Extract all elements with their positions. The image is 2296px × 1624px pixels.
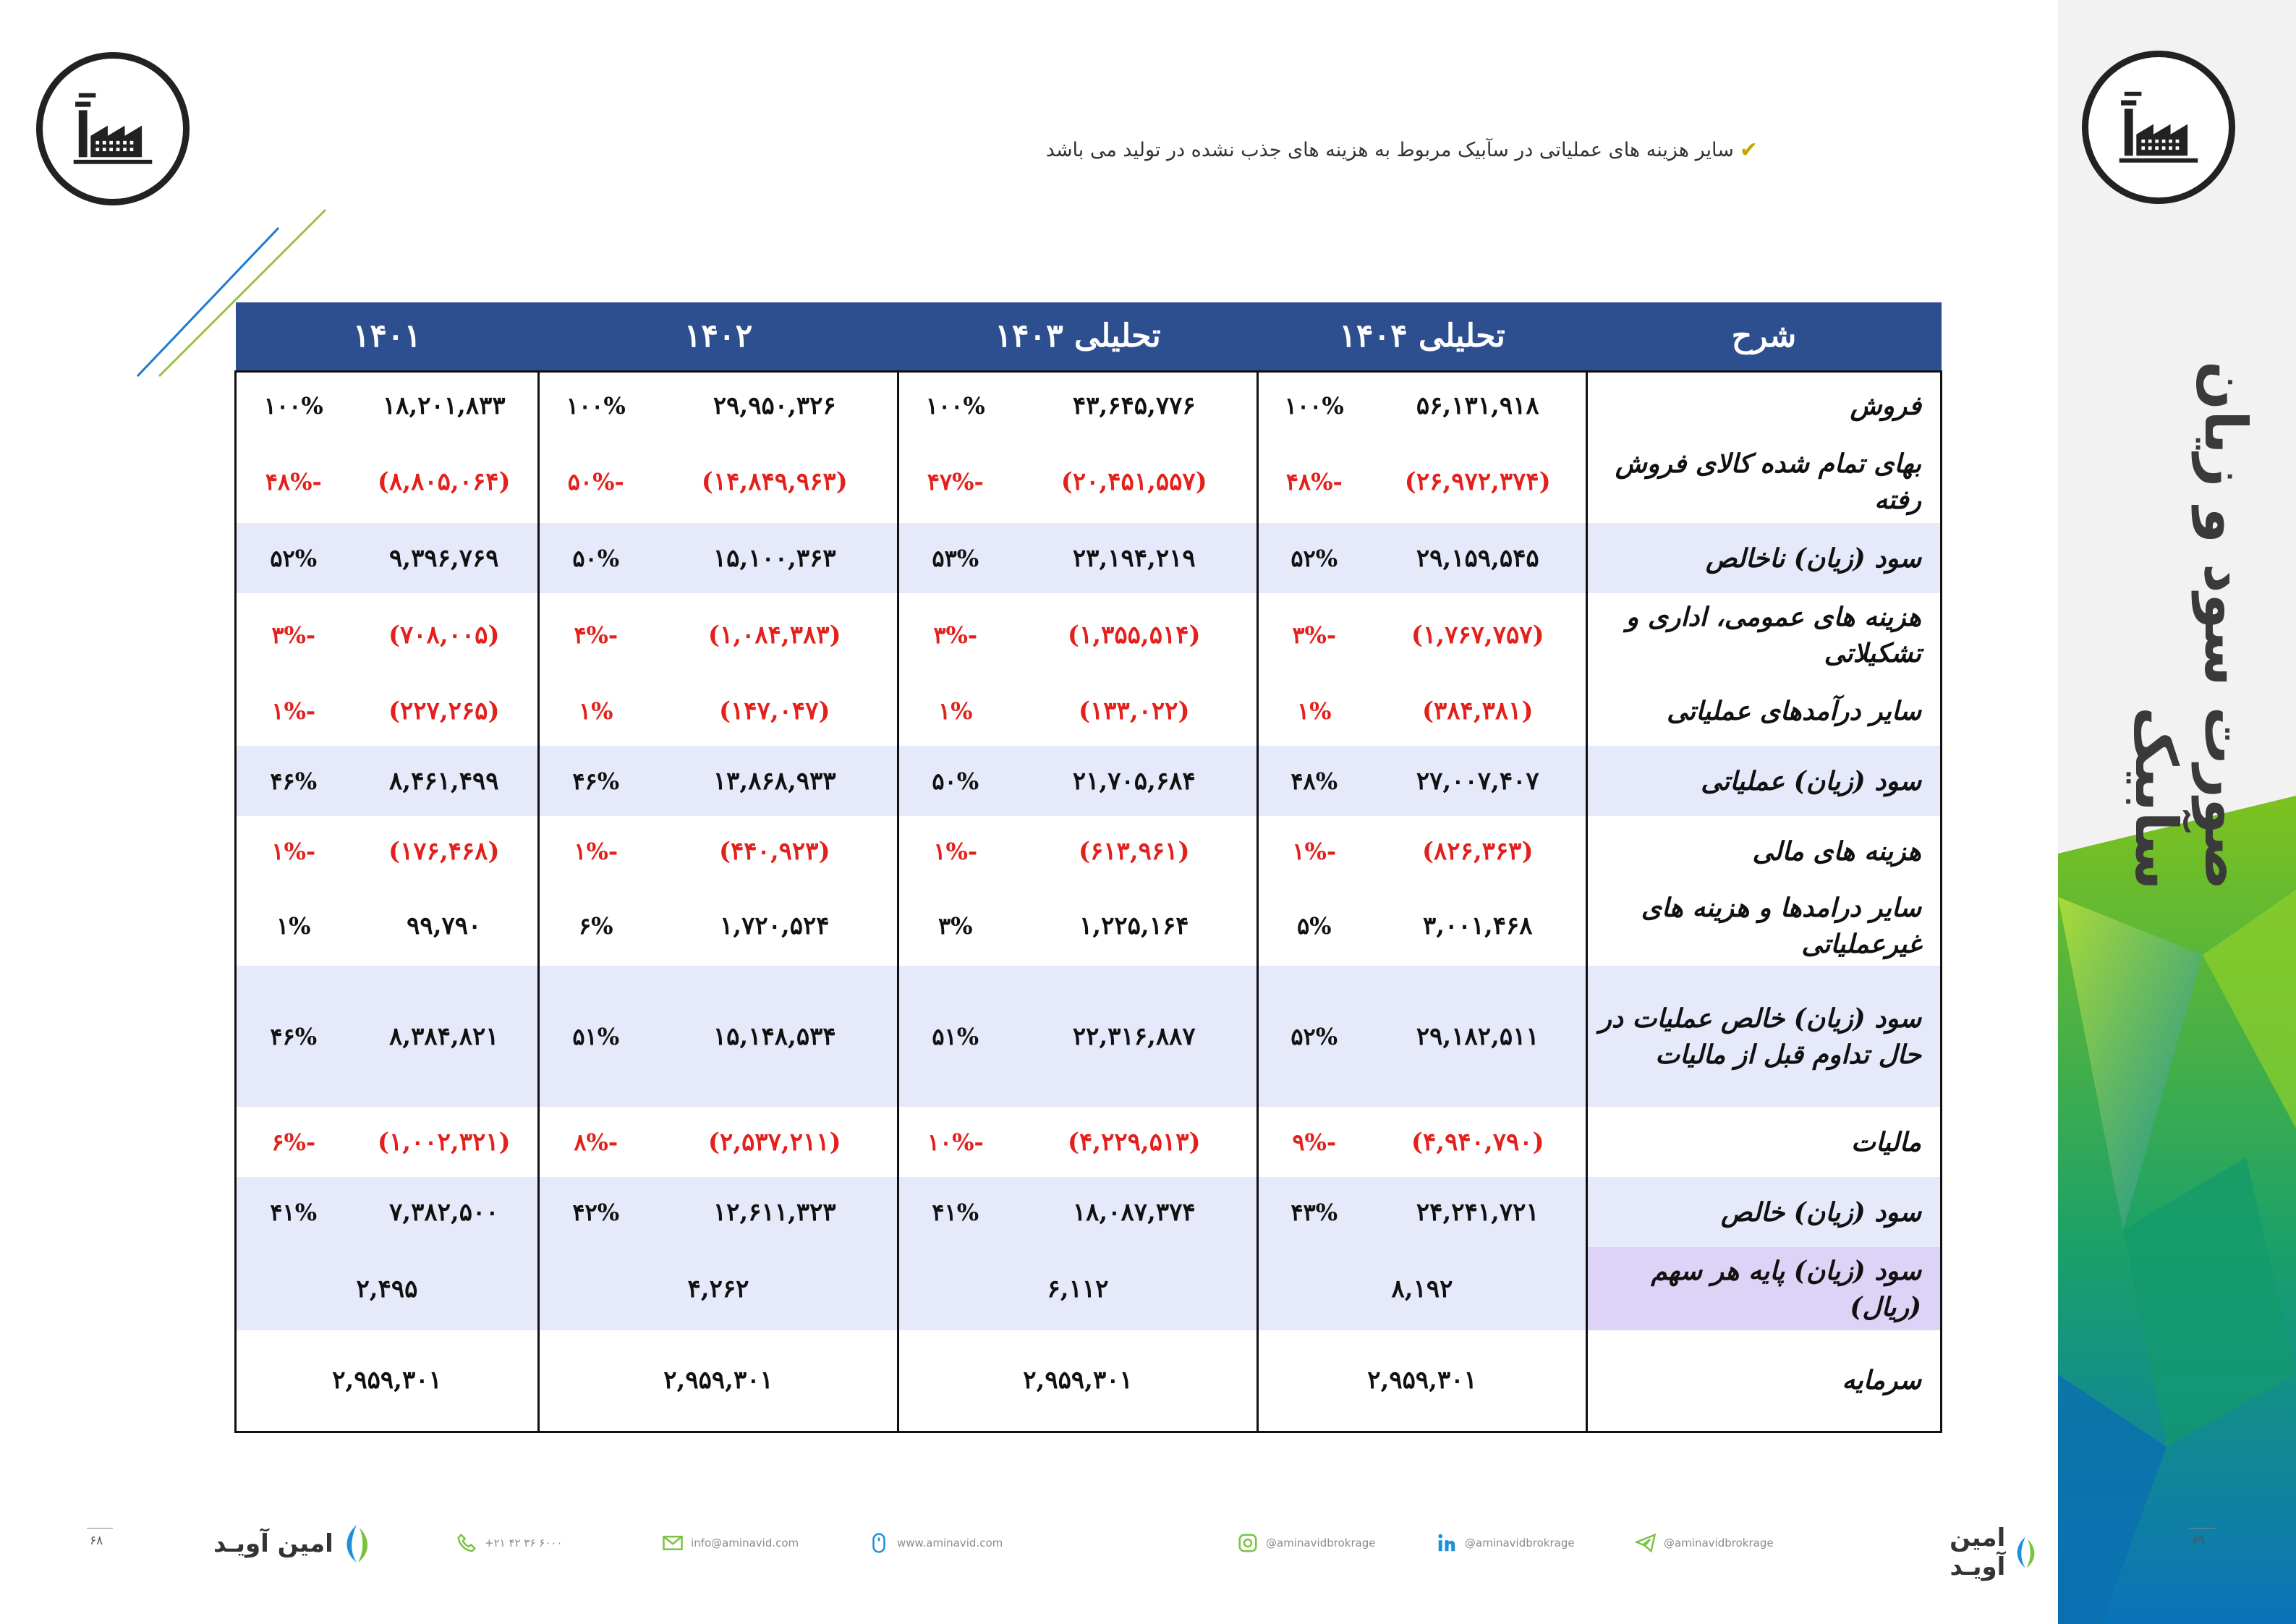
row-label: سرمایه — [1587, 1330, 1942, 1432]
percent-cell: ۵۲% — [1258, 966, 1370, 1107]
value-cell: ۸,۴۶۱,۴۹۹ — [351, 746, 539, 816]
value-cell: ۲۹,۱۵۹,۵۴۵ — [1370, 523, 1587, 593]
percent-cell: ۶% — [539, 886, 652, 966]
value-cell: ۱۵,۱۴۸,۵۳۴ — [652, 966, 898, 1107]
percent-cell: ۵۱% — [898, 966, 1012, 1107]
footer-phone[interactable] — [456, 1532, 562, 1554]
side-title: صورت سود و زیان سآبیک — [2122, 360, 2259, 890]
brand-leaf-icon — [2011, 1532, 2040, 1573]
check-icon: ✔ — [1739, 137, 1758, 163]
percent-cell: ۵۰% — [539, 523, 652, 593]
telegram-icon — [1635, 1532, 1657, 1554]
value-cell: (۳۸۴,۳۸۱) — [1421, 697, 1534, 726]
value-cell: ۶,۱۱۲ — [898, 1247, 1258, 1330]
percent-cell: -۴۷% — [898, 440, 1012, 523]
table-row — [236, 371, 1942, 440]
sidebar — [2058, 0, 2296, 1624]
value-cell: (۱,۰۰۲,۳۲۱) — [377, 1127, 511, 1157]
percent-cell: -۱% — [236, 676, 351, 746]
percent-cell: ۴۶% — [236, 966, 351, 1107]
value-cell: (۲۶,۹۷۲,۳۷۴) — [1404, 467, 1551, 496]
value-cell: (۸۲۶,۳۶۳) — [1421, 836, 1534, 866]
linkedin-text: @aminavidbrokrage — [1465, 1536, 1575, 1549]
value-cell: (۴,۲۲۹,۵۱۳) — [1067, 1127, 1201, 1157]
top-note — [854, 132, 1758, 168]
header-1402: ۱۴۰۲ — [539, 302, 898, 371]
percent-cell: ۱% — [539, 676, 652, 746]
instagram-text: @aminavidbrokrage — [1266, 1536, 1376, 1549]
income-statement-table — [234, 302, 1940, 1434]
table-row — [236, 1177, 1942, 1247]
percent-cell: ۴۶% — [236, 746, 351, 816]
value-cell: ۴,۲۶۲ — [539, 1247, 898, 1330]
value-cell: (۱,۷۶۷,۷۵۷) — [1411, 620, 1544, 650]
footer-instagram[interactable] — [1237, 1532, 1376, 1554]
percent-cell: ۱۰۰% — [539, 371, 652, 440]
percent-cell: ۴۱% — [898, 1177, 1012, 1247]
value-cell: ۹۹,۷۹۰ — [407, 911, 482, 940]
percent-cell: ۳% — [898, 886, 1012, 966]
value-cell: (۴۴۰,۹۲۳) — [718, 836, 830, 866]
percent-cell: -۸% — [539, 1107, 652, 1177]
page-number-left: ۶۸ — [90, 1534, 103, 1548]
value-cell: ۲,۹۵۹,۳۰۱ — [1258, 1330, 1587, 1432]
value-cell: ۲۱,۷۰۵,۶۸۴ — [1012, 746, 1258, 816]
percent-cell: ۴۱% — [236, 1177, 351, 1247]
footer-linkedin[interactable] — [1436, 1532, 1575, 1554]
mouse-icon — [868, 1532, 890, 1554]
page-number-right: ۶۹ — [2192, 1534, 2206, 1548]
value-cell: (۱۳۳,۰۲۲) — [1078, 697, 1190, 726]
linkedin-icon — [1436, 1532, 1458, 1554]
brand-leaf-icon — [339, 1523, 374, 1564]
percent-cell: ۴۶% — [539, 746, 652, 816]
value-cell: (۶۱۳,۹۶۱) — [1078, 836, 1190, 866]
value-cell: (۷۰۸,۰۰۵) — [388, 620, 500, 650]
value-cell: (۲۲۷,۲۶۵) — [388, 697, 500, 726]
value-cell: ۴۳,۶۴۵,۷۷۶ — [1012, 371, 1258, 440]
row-label: فروش — [1587, 371, 1942, 440]
row-label: سایر درآمدهای عملیاتی — [1587, 676, 1942, 746]
percent-cell: -۵۰% — [539, 440, 652, 523]
factory-logo-icon — [36, 52, 190, 205]
percent-cell: ۴۲% — [539, 1177, 652, 1247]
email-icon — [662, 1532, 684, 1554]
table-row — [236, 523, 1942, 593]
value-cell: (۱,۳۵۵,۵۱۴) — [1067, 620, 1201, 650]
instagram-icon — [1237, 1532, 1259, 1554]
value-cell: ۱۵,۱۰۰,۳۶۳ — [652, 523, 898, 593]
table-row — [236, 440, 1942, 523]
factory-logo-icon — [2082, 51, 2235, 204]
value-cell: ۲,۹۵۹,۳۰۱ — [898, 1330, 1258, 1432]
value-cell: ۲۹,۱۸۲,۵۱۱ — [1370, 966, 1587, 1107]
phone-icon — [456, 1532, 477, 1554]
table-row — [236, 676, 1942, 746]
percent-cell: ۵۱% — [539, 966, 652, 1107]
table-row — [236, 1107, 1942, 1177]
value-cell: (۴,۹۴۰,۷۹۰) — [1411, 1127, 1544, 1157]
value-cell: (۱۷۶,۴۶۸) — [388, 836, 500, 866]
phone-text: +۲۱ ۴۲ ۳۶ ۶۰۰۰ — [485, 1536, 563, 1549]
percent-cell: -۱% — [1258, 816, 1370, 886]
value-cell: ۱,۷۲۰,۵۲۴ — [719, 911, 830, 940]
percent-cell: -۳% — [236, 593, 351, 676]
brand-left — [213, 1523, 374, 1564]
percent-cell: ۱۰۰% — [898, 371, 1012, 440]
row-label: مالیات — [1587, 1107, 1942, 1177]
value-cell: ۱۳,۸۶۸,۹۳۳ — [652, 746, 898, 816]
value-cell: ۳,۰۰۱,۴۶۸ — [1422, 911, 1533, 940]
percent-cell: -۴۸% — [1258, 440, 1370, 523]
website-text: www.aminavid.com — [897, 1536, 1003, 1549]
footer — [72, 1519, 2206, 1581]
footer-telegram[interactable] — [1635, 1532, 1774, 1554]
value-cell: (۱۴۷,۰۴۷) — [718, 697, 830, 726]
percent-cell: -۶% — [236, 1107, 351, 1177]
value-cell: ۸,۳۸۴,۸۲۱ — [351, 966, 539, 1107]
table-row — [236, 966, 1942, 1107]
value-cell: ۲,۹۵۹,۳۰۱ — [539, 1330, 898, 1432]
value-cell: ۵۶,۱۳۱,۹۱۸ — [1370, 371, 1587, 440]
value-cell: ۲,۹۵۹,۳۰۱ — [236, 1330, 539, 1432]
percent-cell: -۹% — [1258, 1107, 1370, 1177]
percent-cell: ۵% — [1258, 886, 1370, 966]
value-cell: ۲۲,۳۱۶,۸۸۷ — [1012, 966, 1258, 1107]
header-1401: ۱۴۰۱ — [236, 302, 539, 371]
brand-right — [1906, 1523, 2040, 1581]
value-cell: ۲۴,۲۴۱,۷۲۱ — [1370, 1177, 1587, 1247]
percent-cell: -۳% — [898, 593, 1012, 676]
percent-cell: -۱۰% — [898, 1107, 1012, 1177]
value-cell: (۱۴,۸۴۹,۹۶۳) — [701, 467, 848, 496]
value-cell: ۲۷,۰۰۷,۴۰۷ — [1370, 746, 1587, 816]
header-description: شرح — [1587, 302, 1942, 371]
footer-email[interactable] — [662, 1532, 799, 1554]
row-label: سود (زیان) عملیاتی — [1587, 746, 1942, 816]
value-cell: ۱۲,۶۱۱,۳۲۳ — [652, 1177, 898, 1247]
value-cell: ۱۸,۰۸۷,۳۷۴ — [1012, 1177, 1258, 1247]
percent-cell: ۵۲% — [1258, 523, 1370, 593]
percent-cell: ۱% — [1258, 676, 1370, 746]
value-cell: ۱,۲۲۵,۱۶۴ — [1079, 911, 1189, 940]
percent-cell: -۳% — [1258, 593, 1370, 676]
note-text: سایر هزینه های عملیاتی در سآبیک مربوط به هزینه های جذب نشده در تولید می باشد — [1045, 138, 1734, 161]
value-cell: ۲۳,۱۹۴,۲۱۹ — [1012, 523, 1258, 593]
brand-name: امین آویـد — [213, 1529, 333, 1558]
table-header-row — [236, 302, 1942, 371]
percent-cell: ۴۸% — [1258, 746, 1370, 816]
value-cell: ۸,۱۹۲ — [1258, 1247, 1587, 1330]
percent-cell: ۱۰۰% — [236, 371, 351, 440]
percent-cell: -۴۸% — [236, 440, 351, 523]
percent-cell: ۱% — [236, 886, 351, 966]
value-cell: (۸,۸۰۵,۰۶۴) — [377, 467, 511, 496]
percent-cell: ۱% — [898, 676, 1012, 746]
value-cell: (۲,۵۳۷,۲۱۱) — [707, 1127, 841, 1157]
header-1404: تحلیلی ۱۴۰۴ — [1258, 302, 1587, 371]
row-label: هزینه های مالی — [1587, 816, 1942, 886]
header-1403: تحلیلی ۱۴۰۳ — [898, 302, 1258, 371]
footer-website[interactable] — [868, 1532, 1003, 1554]
value-cell: ۱۸,۲۰۱,۸۳۳ — [351, 371, 539, 440]
percent-cell: -۱% — [898, 816, 1012, 886]
table-row-capital — [236, 1330, 1942, 1432]
table-row-eps — [236, 1247, 1942, 1330]
table-row — [236, 886, 1942, 966]
value-cell: ۲۹,۹۵۰,۳۲۶ — [652, 371, 898, 440]
row-label: سود (زیان) خالص — [1587, 1177, 1942, 1247]
row-label: بهای تمام شده کالای فروش رفته — [1587, 440, 1942, 523]
value-cell: ۹,۳۹۶,۷۶۹ — [351, 523, 539, 593]
row-label: سود (زیان) پایه هر سهم (ریال) — [1587, 1247, 1942, 1330]
percent-cell: ۵۲% — [236, 523, 351, 593]
value-cell: ۲,۴۹۵ — [236, 1247, 539, 1330]
row-label: سود (زیان) خالص عملیات در حال تداوم قبل از مالیات — [1587, 966, 1942, 1107]
table-row — [236, 816, 1942, 886]
percent-cell: -۴% — [539, 593, 652, 676]
row-label: هزینه های عمومی، اداری و تشکیلاتی — [1587, 593, 1942, 676]
value-cell: ۷,۳۸۲,۵۰۰ — [351, 1177, 539, 1247]
telegram-text: @aminavidbrokrage — [1664, 1536, 1774, 1549]
percent-cell: ۵۰% — [898, 746, 1012, 816]
value-cell: (۱,۰۸۴,۳۸۳) — [707, 620, 841, 650]
percent-cell: -۱% — [539, 816, 652, 886]
percent-cell: -۱% — [236, 816, 351, 886]
percent-cell: ۴۳% — [1258, 1177, 1370, 1247]
row-label: سود (زیان) ناخالص — [1587, 523, 1942, 593]
email-text: info@aminavid.com — [691, 1536, 799, 1549]
table-row — [236, 593, 1942, 676]
row-label: سایر درامدها و هزینه های غیرعملیاتی — [1587, 886, 1942, 966]
percent-cell: ۱۰۰% — [1258, 371, 1370, 440]
percent-cell: ۵۳% — [898, 523, 1012, 593]
value-cell: (۲۰,۴۵۱,۵۵۷) — [1060, 467, 1207, 496]
table-row — [236, 746, 1942, 816]
brand-name: امین آویـد — [1950, 1523, 2006, 1581]
